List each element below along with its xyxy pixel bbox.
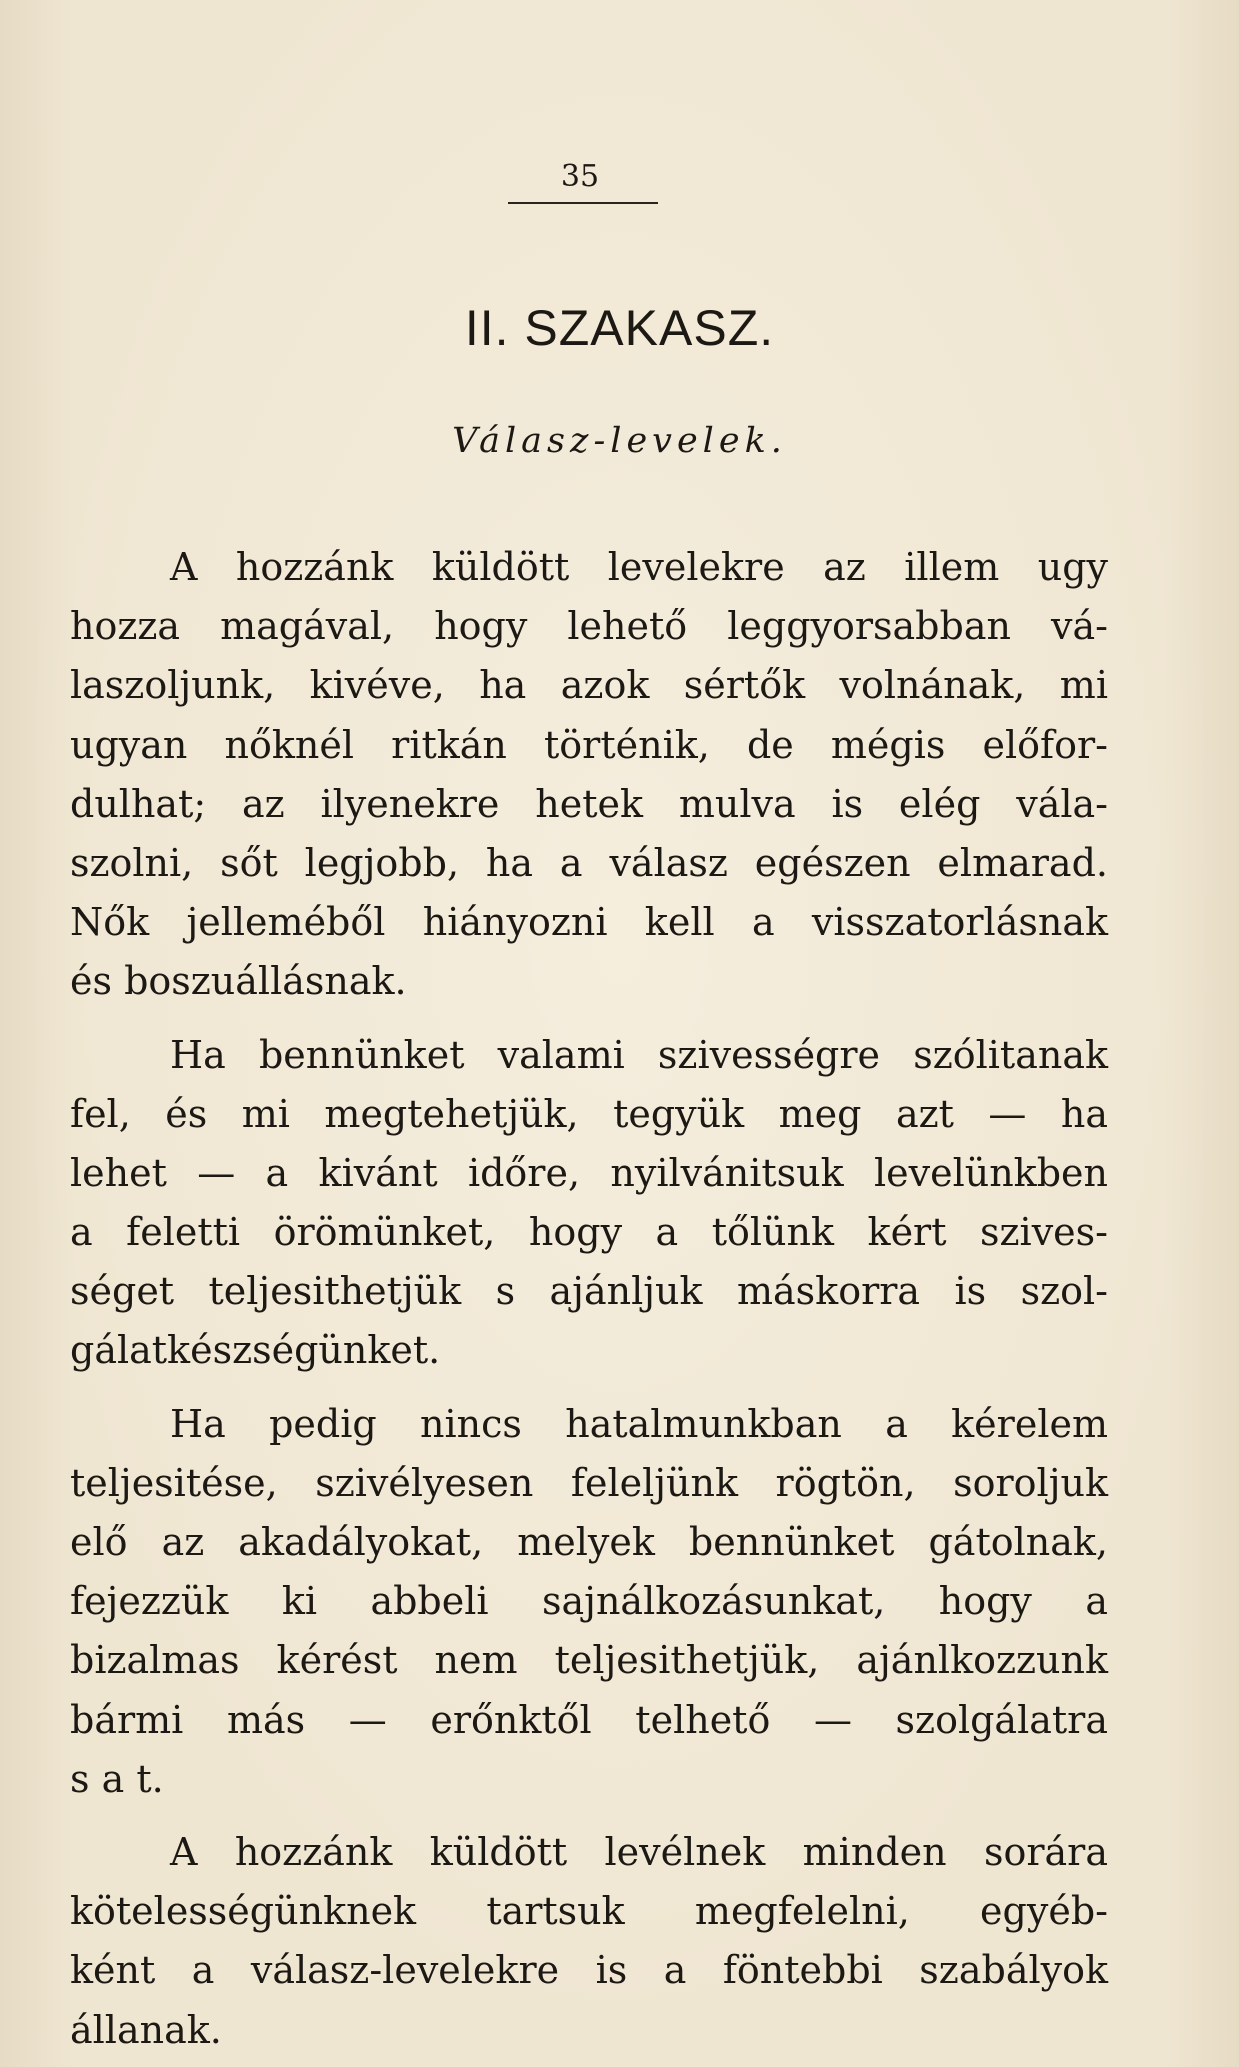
text-line: és boszuállásnak.	[70, 959, 407, 1004]
text-line: bármi más — erőnktől telhető — szolgálatra	[70, 1697, 1108, 1742]
page-number-rule	[508, 202, 658, 204]
page-number: 35	[560, 159, 600, 194]
text-line: kötelességünknek tartsuk megfelelni, egyéb-	[70, 1889, 1108, 1934]
text-line: A hozzánk küldött levelekre az illem ugy	[170, 545, 1108, 589]
text-line: Ha pedig nincs hatalmunkban a kérelem	[170, 1401, 1108, 1446]
text-line: lehet — a kivánt időre, nyilvánitsuk levelünkben	[70, 1150, 1108, 1195]
text-line: ugyan nőknél ritkán történik, de mégis előfor-	[70, 722, 1108, 767]
text-line: elő az akadályokat, melyek bennünket gátolnak,	[70, 1520, 1108, 1564]
text-line: Nők jelleméből hiányozni kell a visszatorlásnak	[70, 900, 1108, 945]
text-line: bizalmas kérést nem teljesithetjük, ajánlkozzunk	[70, 1638, 1108, 1683]
text-line: fel, és mi megtehetjük, tegyük meg azt — ha	[70, 1091, 1108, 1136]
body-text	[70, 538, 1108, 2060]
text-line: s a t.	[70, 1756, 164, 1801]
paragraph-2	[70, 1026, 1108, 1381]
text-line: szolni, sőt legjobb, ha a válasz egészen elmarad.	[70, 840, 1108, 885]
text-line: teljesitése, szivélyesen feleljünk rögtön, soroljuk	[70, 1460, 1108, 1505]
section-subtitle: Válasz-levelek.	[452, 421, 787, 461]
text-line: gálatkészségünket.	[70, 1328, 441, 1373]
text-line: séget teljesithetjük s ajánljuk máskorra is szol-	[70, 1269, 1108, 1314]
text-line: fejezzük ki abbeli sajnálkozásunkat, hogy a	[70, 1579, 1108, 1624]
paragraph-4	[70, 1823, 1108, 2060]
text-line: ként a válasz-levelekre is a föntebbi szabályok	[70, 1948, 1108, 1993]
section-title: II. SZAKASZ.	[464, 300, 775, 356]
text-line: a feletti örömünket, hogy a tőlünk kért szives-	[70, 1210, 1108, 1255]
text-line: Ha bennünket valami szivességre szólitanak	[170, 1032, 1108, 1077]
paragraph-1	[70, 538, 1108, 1012]
paragraph-3	[70, 1395, 1108, 1809]
text-line: állanak.	[70, 2007, 222, 2052]
text-line: dulhat; az ilyenekre hetek mulva is elég vála-	[70, 781, 1108, 826]
text-line: hozza magával, hogy lehető leggyorsabban vá-	[70, 604, 1108, 649]
text-line: laszoljunk, kivéve, ha azok sértők volnának, mi	[70, 663, 1108, 708]
text-line: A hozzánk küldött levélnek minden sorára	[170, 1829, 1108, 1874]
